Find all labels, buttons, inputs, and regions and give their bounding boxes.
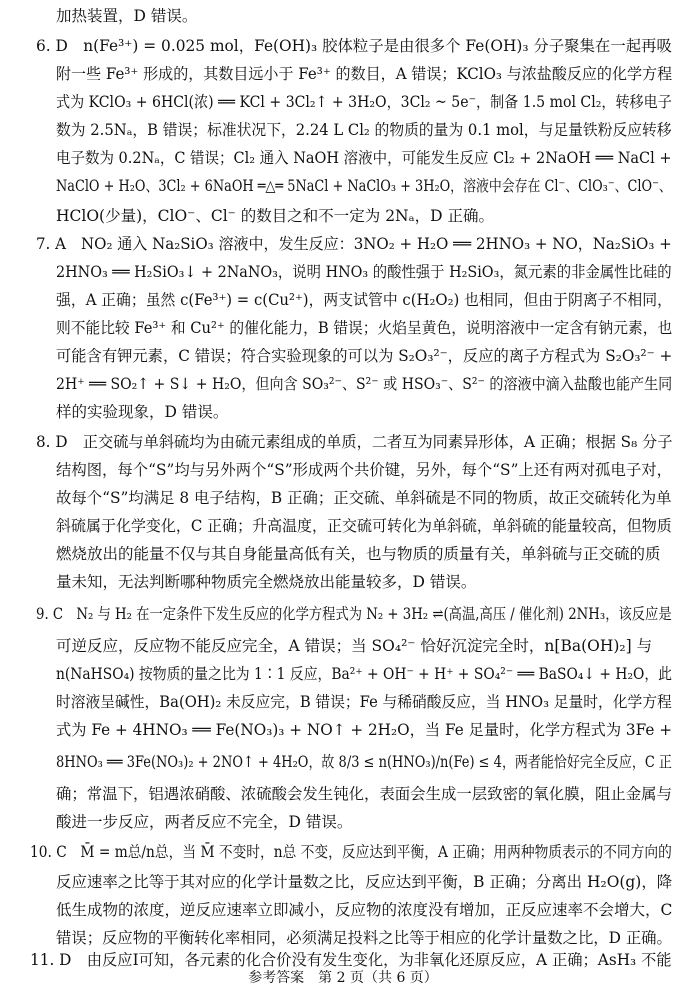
text-line: 9. C N₂ 与 H₂ 在一定条件下发生反应的化学方程式为 N₂ + 3H₂ ⇌(高温,高压 / 催化剂) 2NH₃，该反应是 [36,605,672,623]
text-line: 10. C M̄ = m总/n总，当 M̄ 不变时，n总 不变，反应达到平衡，A 正确；用两种物质表示的不同方向的 [30,843,672,861]
text-line: 数为 2.5Nₐ，B 错误；标准状况下，2.24 L Cl₂ 的物质的量为 0.1 mol，与足量铁粉反应转移 [56,121,672,139]
text-line: 可逆反应，反应物不能反应完全，A 错误；当 SO₄²⁻ 恰好沉淀完全时，n[Ba(OH)₂] 与 [56,637,653,655]
text-line: 电子数为 0.2Nₐ，C 错误；Cl₂ 通入 NaOH 溶液中，可能发生反应 Cl₂ + 2NaOH ══ NaCl + [56,149,672,167]
text-line: 量未知，无法判断哪种物质完全燃烧放出能量较多，D 错误。 [56,573,477,591]
text-line: 加热装置，D 错误。 [56,7,198,25]
text-line: 强，A 正确；虽然 c(Fe³⁺) = c(Cu²⁺)，两支试管中 c(H₂O₂) 也相同，但由于阴离子不相同， [56,291,672,309]
text-line: NaClO + H₂O、3Cl₂ + 6NaOH ═△═ 5NaCl + NaClO₃ + 3H₂O，溶液中会存在 Cl⁻、ClO₃⁻、ClO⁻、 [56,177,672,195]
text-line: 2H⁺ ══ SO₂↑ + S↓ + H₂O，但向含 SO₃²⁻、S²⁻ 或 HSO₃⁻、S²⁻ 的溶液中滴入盐酸也能产生同 [56,375,673,393]
text-line: 反应速率之比等于其对应的化学计量数之比，反应达到平衡，B 正确；分离出 H₂O(g)，降 [56,873,673,891]
text-line: 8HNO₃ ══ 3Fe(NO₃)₂ + 2NO↑ + 4H₂O，故 8/3 ≤ n(HNO₃)/n(Fe) ≤ 4，两者能恰好完全反应，C 正 [56,753,672,771]
text-line: 确；常温下，铝遇浓硝酸、浓硫酸会发生钝化，表面会生成一层致密的氧化膜，阻止金属与 [56,785,672,803]
text-line: 错误；反应物的平衡转化率相同，必须满足投料之比等于相应的化学计量数之比，D 正确。 [56,929,672,947]
text-line: 6. D n(Fe³⁺) = 0.025 mol，Fe(OH)₃ 胶体粒子是由很多个 Fe(OH)₃ 分子聚集在一起再吸 [36,37,672,55]
text-line: 燃烧放出的能量不仅与其自身能量高低有关，也与物质的质量有关，单斜硫与正交硫的质 [56,545,661,563]
text-line: n(NaHSO₄) 按物质的量之比为 1∶1 反应，Ba²⁺ + OH⁻ + H⁺ + SO₄²⁻ ══ BaSO₄↓ + H₂O，此 [56,665,673,683]
text-line: 时溶液呈碱性，Ba(OH)₂ 未反应完，B 错误；Fe 与稀硝酸反应，当 HNO₃ 足量时，化学方程 [56,693,672,711]
text-line: 8. D 正交硫与单斜硫均为由硫元素组成的单质，二者互为同素异形体，A 正确；根据 S₈ 分子 [36,433,673,451]
text-line: 2HNO₃ ══ H₂SiO₃↓ + 2NaNO₃，说明 HNO₃ 的酸性强于 H₂SiO₃，氮元素的非金属性比硅的 [56,263,672,281]
page-footer: 参考答案 第 2 页（共 6 页） [248,970,438,986]
text-line: 式为 KClO₃ + 6HCl(浓) ══ KCl + 3Cl₂↑ + 3H₂O，3Cl₂ ~ 5e⁻，制备 1.5 mol Cl₂，转移电子 [56,93,672,111]
text-line: 式为 Fe + 4HNO₃ ══ Fe(NO₃)₃ + NO↑ + 2H₂O，当 Fe 足量时，化学方程式为 3Fe + [56,721,673,739]
text-line: 11. D 由反应Ⅰ可知，各元素的化合价没有发生变化，为非氧化还原反应，A 正确；AsH₃ 不能 [30,951,672,969]
text-line: 酸进一步反应，两者反应不完全，D 错误。 [56,813,353,831]
text-line: HClO(少量)，ClO⁻、Cl⁻ 的数目之和不一定为 2Nₐ，D 正确。 [56,207,494,225]
text-line: 7. A NO₂ 通入 Na₂SiO₃ 溶液中，发生反应：3NO₂ + H₂O ══ 2HNO₃ + NO，Na₂SiO₃ + [36,235,672,253]
text-line: 则不能比较 Fe³⁺ 和 Cu²⁺ 的催化能力，B 错误；火焰呈黄色，说明溶液中一定含有钠元素，也 [56,319,673,337]
text-line: 可能含有钾元素，C 错误；符合实验现象的可以为 S₂O₃²⁻，反应的离子方程式为 S₂O₃²⁻ + [56,347,673,365]
text-line: 附一些 Fe³⁺ 形成的，其数目远小于 Fe³⁺ 的数目，A 错误；KClO₃ 与浓盐酸反应的化学方程 [56,65,673,83]
text-line: 结构图，每个“S”均与另外两个“S”形成两个共价键，另外，每个“S”上还有两对孤电子对， [56,461,672,479]
text-line: 故每个“S”均满足 8 电子结构，B 正确；正交硫、单斜硫是不同的物质，故正交硫转化为单 [56,489,672,507]
text-line: 样的实验现象，D 错误。 [56,403,229,421]
text-line: 斜硫属于化学变化，C 正确；升高温度，正交硫可转化为单斜硫，单斜硫的能量较高，但物质 [56,517,672,535]
text-line: 低生成物的浓度，逆反应速率立即减小，反应物的浓度没有增加，正反应速率不会增大，C [56,901,673,919]
